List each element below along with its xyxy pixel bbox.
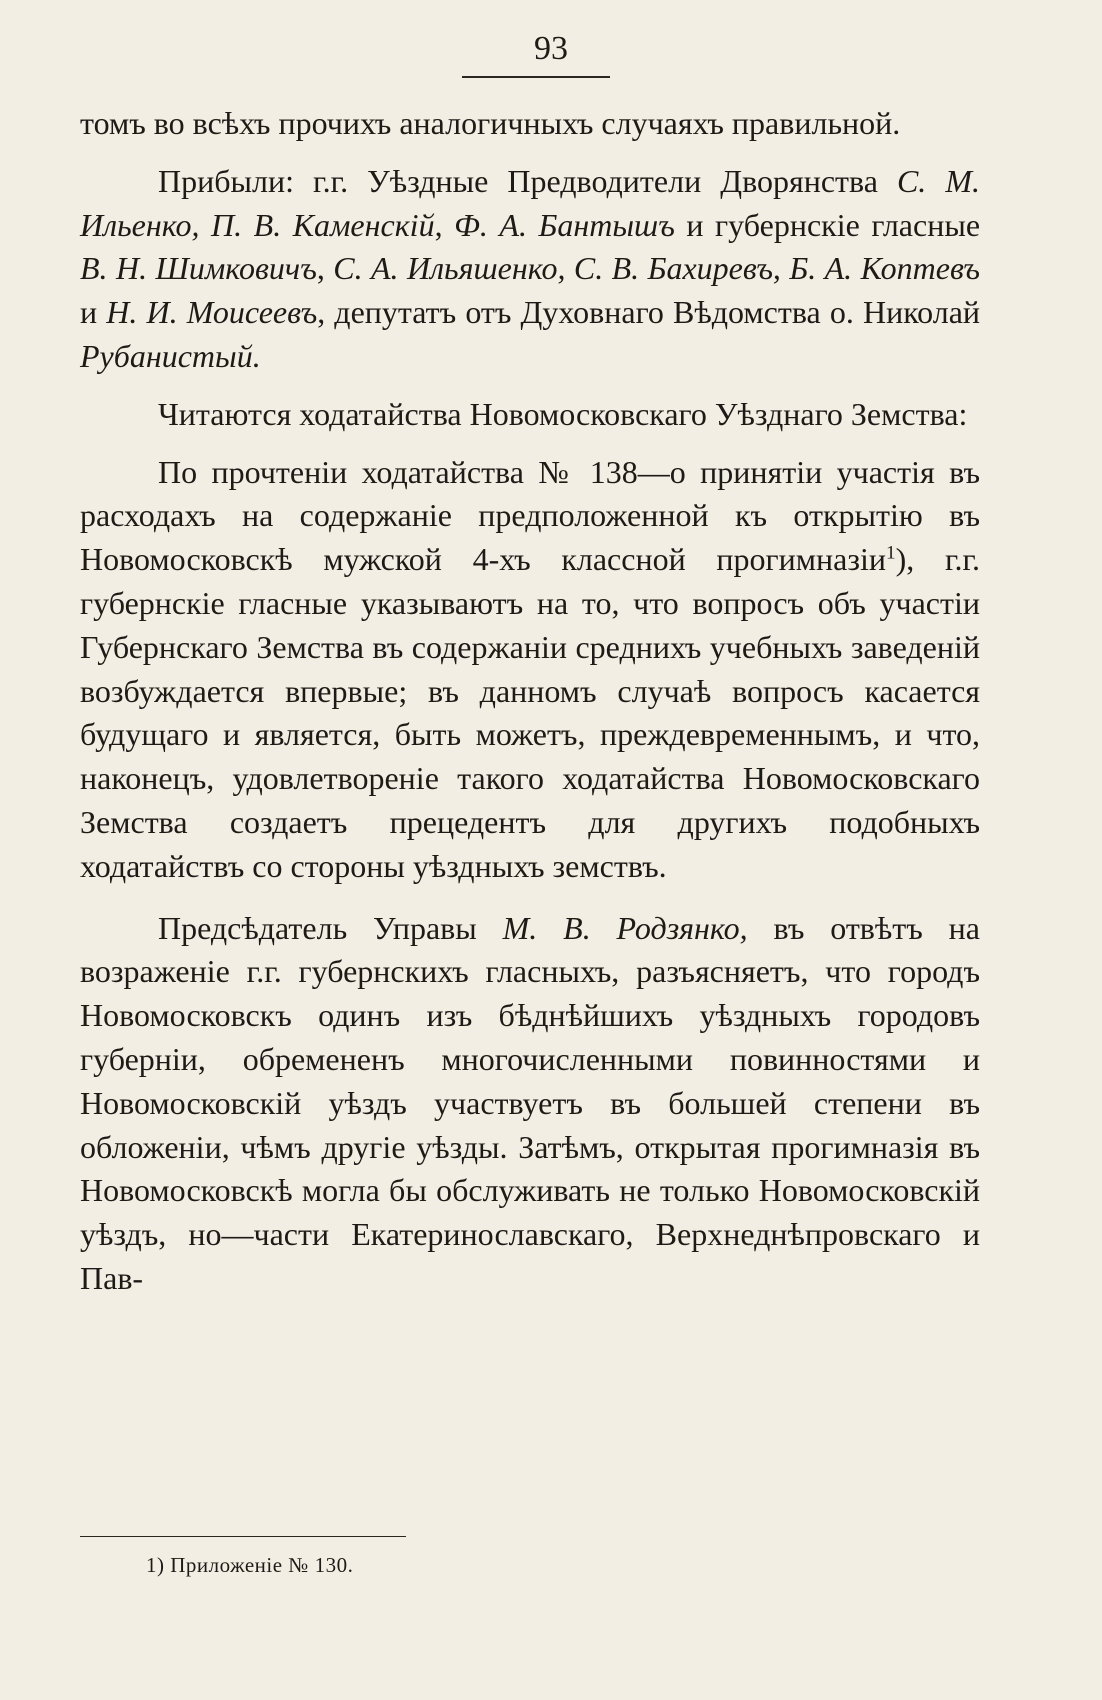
- page-number-rule: [462, 76, 610, 78]
- names-italic-1: С. М. Ильенко, П. В. Каменскій: [80, 162, 981, 243]
- arrivals-text: Прибыли: г.г. Уѣздные Предводители Дворянства: [158, 162, 897, 199]
- paragraph-chairman: [80, 907, 980, 1301]
- names-italic-5: Н. И. Моисеевъ: [106, 294, 318, 331]
- chairman-text: Предсѣдатель Управы: [158, 909, 503, 946]
- chairman-text-2: въ отвѣтъ на возраженіе г.г. губернскихъ гласныхъ, разъясняетъ, что городъ Новомосковскъ одинъ изъ бѣднѣйшихъ уѣздныхъ городовъ губерніи, обремененъ многочисленными повинностями и Новомосковскій уѣздъ участвуетъ въ большей степени въ обложеніи, чѣмъ другіе уѣзды. Затѣмъ, открытая прогимназія въ Новомосковскѣ могла бы обслуживать не только Новомосковскій уѣздъ, но—части Екатеринославскаго, Верхнеднѣпровскаго и Пав-: [80, 909, 981, 1296]
- body-text: [80, 102, 980, 1301]
- chairman-name-italic: М. В. Родзянко,: [502, 909, 748, 946]
- conjunction: и: [80, 294, 107, 331]
- comma: ,: [434, 206, 455, 243]
- paragraph-petitions: Читаются ходатайства Новомосковскаго Уѣзднаго Земства:: [158, 395, 968, 432]
- footnote-marker: 1: [886, 542, 896, 564]
- paragraph-arrivals: [80, 160, 980, 379]
- footnote-rule: [80, 1536, 406, 1537]
- names-italic-3: В. Н. Шимковичъ: [80, 250, 317, 287]
- arrivals-text-2: и губернскіе гласные: [674, 206, 981, 243]
- names-italic-2: Ф. А. Бантышъ: [454, 206, 675, 243]
- petition-text: По прочтеніи ходатайства № 138—о принятіи участія въ расходахъ на содержаніе предположенной къ открытію въ Новомосковскѣ мужской 4-хъ классной прогимназіи: [80, 453, 980, 578]
- names-italic-6: Рубанистый.: [80, 337, 261, 374]
- comma-2: ,: [316, 250, 334, 287]
- arrivals-text-3: , депутатъ отъ Духовнаго Вѣдомства о. Николай: [317, 294, 981, 331]
- names-italic-4: С. А. Ильяшенко, С. В. Бахиревъ, Б. А. Коптевъ: [333, 250, 981, 287]
- paragraph-petition-138: [80, 451, 980, 889]
- paragraph-1: томъ во всѣхъ прочихъ аналогичныхъ случаяхъ правильной.: [80, 105, 901, 141]
- footnote: 1) Приложеніе № 130.: [146, 1553, 354, 1577]
- page-number: 93: [534, 30, 568, 67]
- petition-text-2: ), г.г. губернскіе гласные указываютъ на то, что вопросъ объ участіи Губернскаго Земства въ содержаніи среднихъ учебныхъ заведеній возбуждается впервые; въ данномъ случаѣ вопросъ касается будущаго и является, быть можетъ, преждевременнымъ, и что, наконецъ, удовлетвореніе такого ходатайства Новомосковскаго Земства создаетъ прецедентъ для другихъ подобныхъ ходатайствъ со стороны уѣздныхъ земствъ.: [80, 541, 981, 884]
